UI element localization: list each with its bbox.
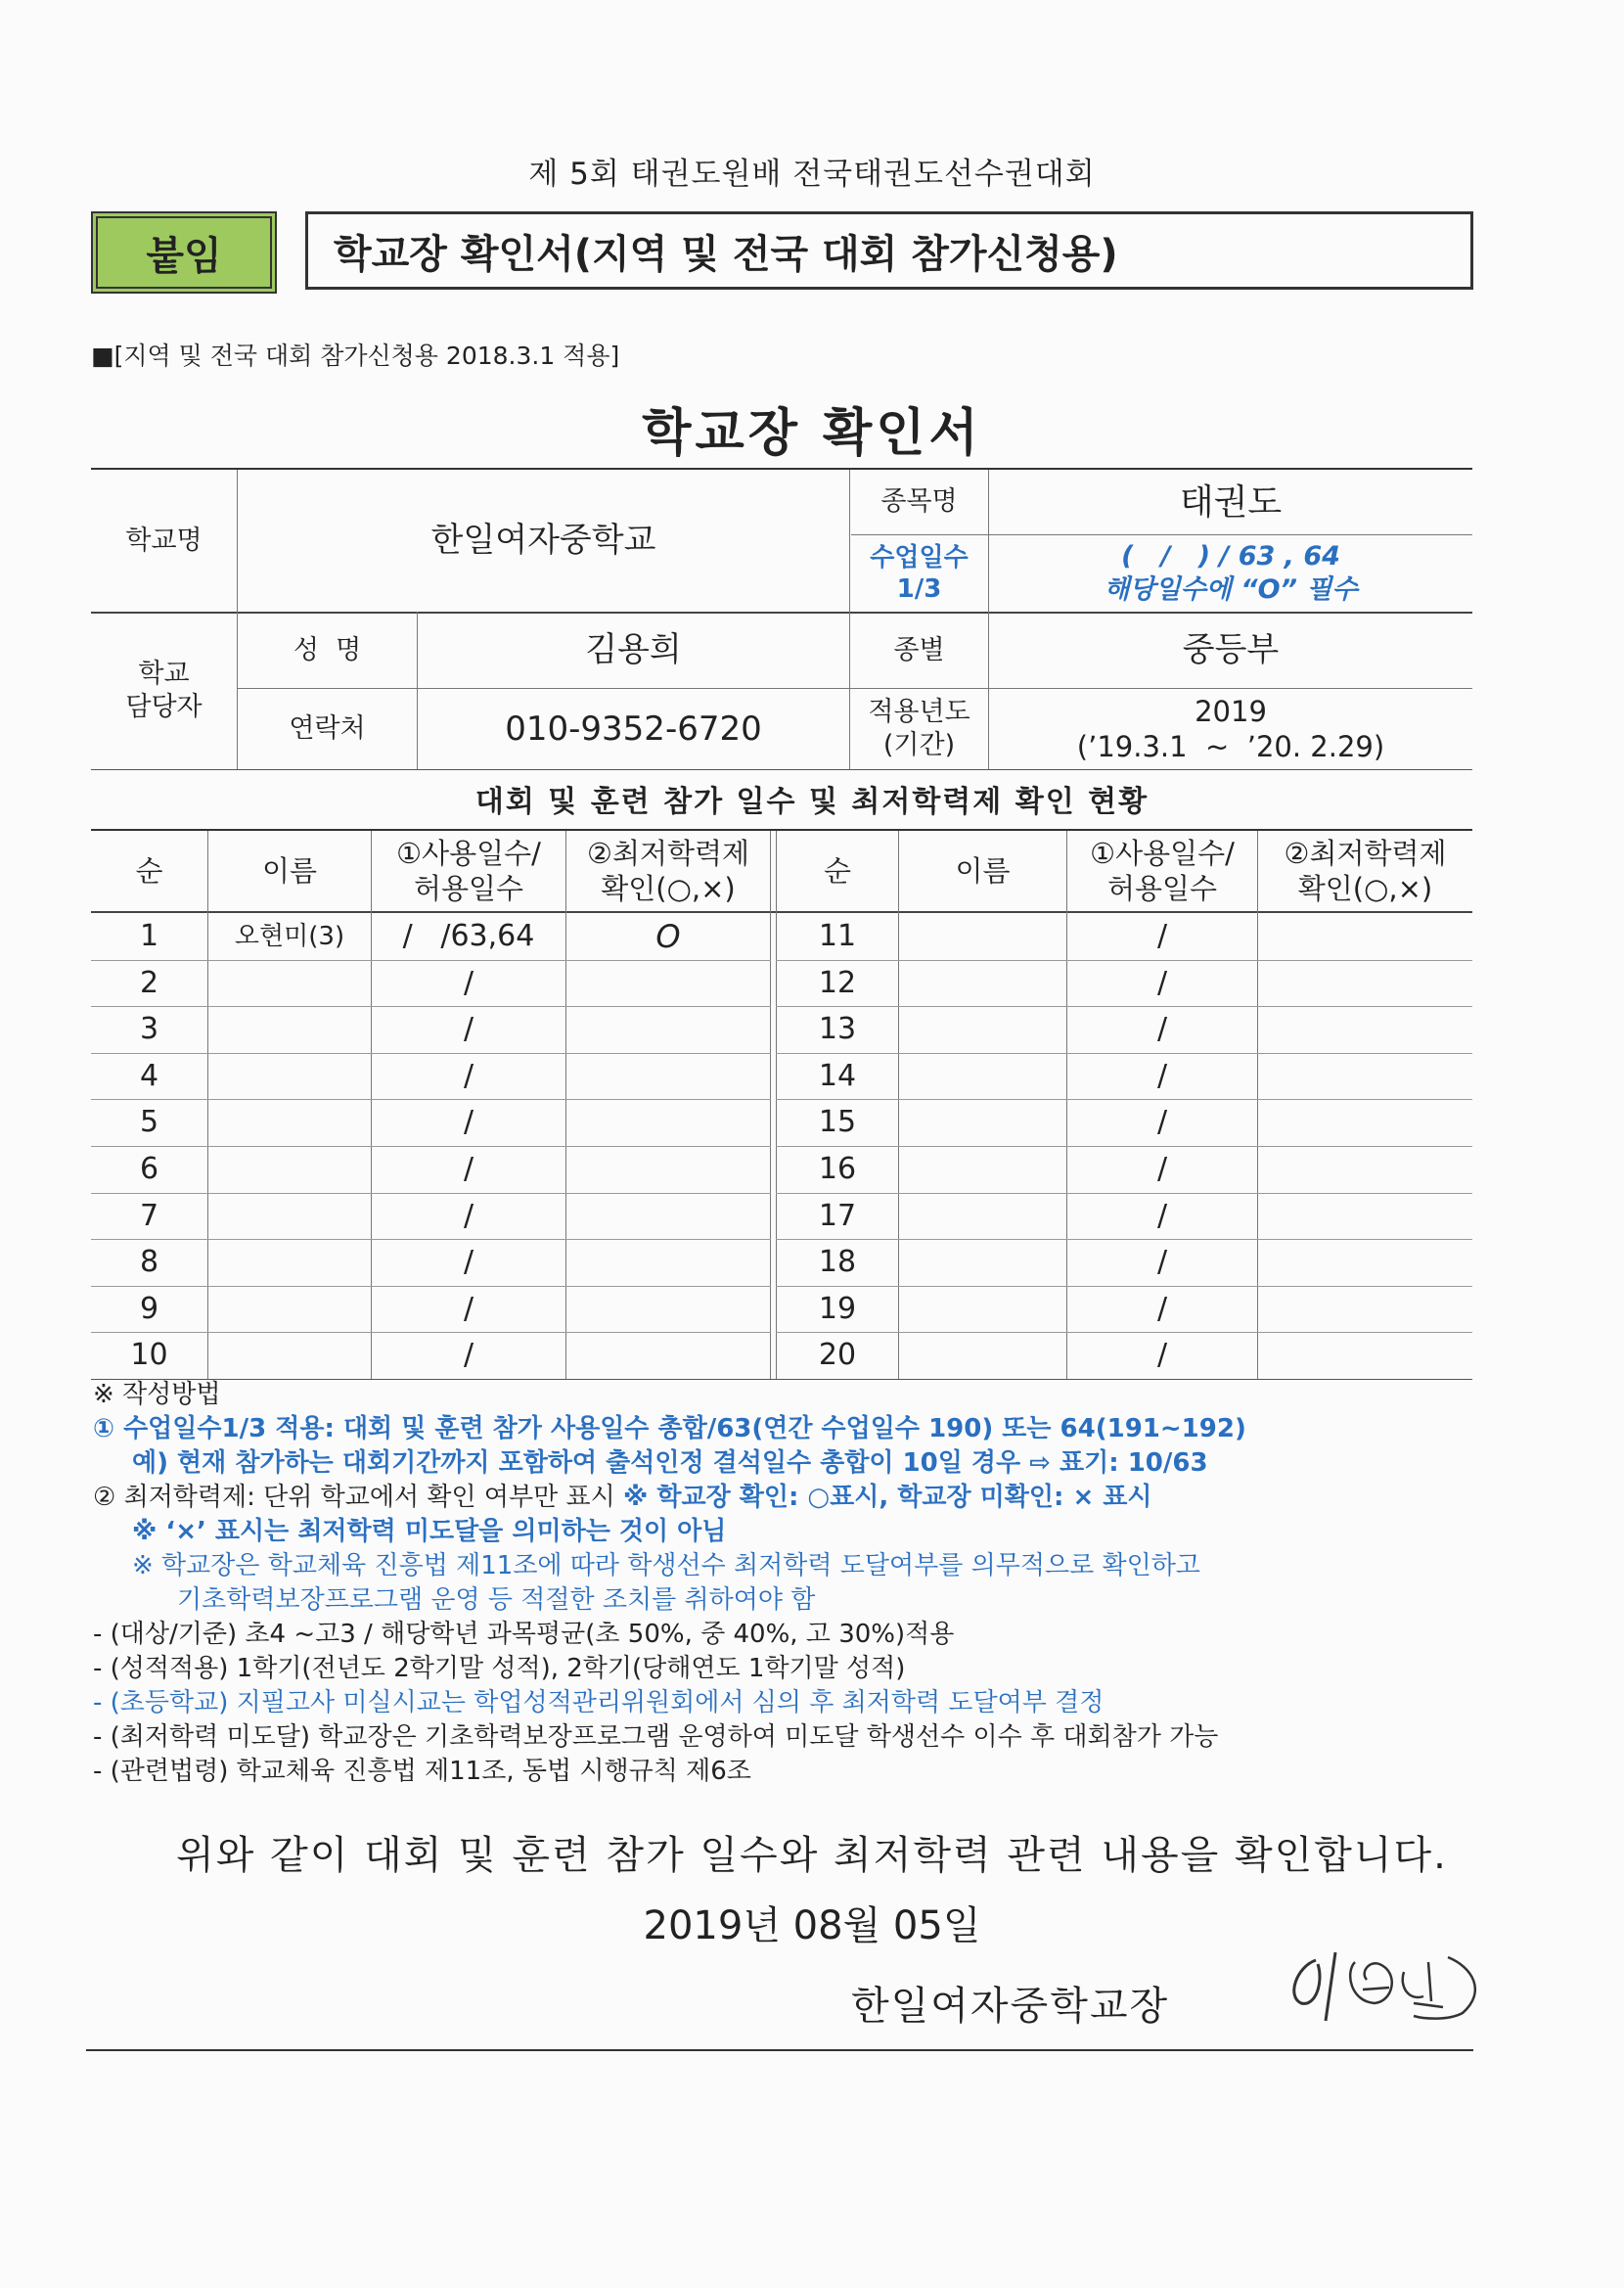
period-value-line1: 2019 xyxy=(1195,694,1267,728)
row-name-cell xyxy=(208,1099,371,1146)
class-days-label xyxy=(850,535,988,612)
row-check-cell xyxy=(566,1053,770,1100)
row-no-cell: 7 xyxy=(139,1198,159,1233)
row-no-cell: 6 xyxy=(139,1152,159,1187)
row-days-cell: / xyxy=(463,1198,474,1233)
row-name-cell xyxy=(899,1193,1066,1240)
row-name-cell xyxy=(899,1146,1066,1193)
row-name-cell xyxy=(208,1053,371,1100)
row-no-cell: 20 xyxy=(818,1338,857,1373)
row-days-cell: / xyxy=(1156,1291,1168,1326)
row-name-cell xyxy=(899,1239,1066,1286)
row-days-cell: / xyxy=(1156,1338,1168,1373)
row-check-cell xyxy=(566,1146,770,1193)
row-check-cell xyxy=(566,1332,770,1379)
col-days-right xyxy=(1067,831,1257,911)
row-check-cell xyxy=(566,1193,770,1240)
col-days-left xyxy=(372,831,565,911)
row-no-cell: 3 xyxy=(139,1012,159,1047)
row-days-cell: / xyxy=(1156,965,1168,1000)
contact-value: 010-9352-6720 xyxy=(505,709,762,749)
row-no-cell: 19 xyxy=(818,1291,857,1326)
row-check-cell xyxy=(1258,913,1472,960)
row-days-cell: / xyxy=(1156,1012,1168,1047)
note-not-reached: - (최저학력 미도달) 학교장은 기초학력보장프로그램 운영하여 미도달 학생선수 이수 후 대회참가 가능 xyxy=(93,1722,1219,1752)
principal-name: 한일여자중학교장 xyxy=(851,1984,1170,2029)
row-name-cell xyxy=(899,913,1066,960)
class-days-value xyxy=(989,535,1472,612)
competition-title: 제 5회 태권도원배 전국태권도선수권대회 xyxy=(528,157,1096,192)
col-academic-right-line1: ②최저학력제 xyxy=(1284,836,1447,870)
row-days-cell: / xyxy=(463,1338,474,1373)
row-name-cell xyxy=(899,960,1066,1007)
row-name-cell xyxy=(899,1332,1066,1379)
period-value-line2: (’19.3.1 ~ ’20. 2.29) xyxy=(1076,730,1385,763)
row-name-cell xyxy=(899,1099,1066,1146)
row-days-cell: / xyxy=(463,1291,474,1326)
row-check-cell xyxy=(566,1099,770,1146)
note-x-meaning: ※ ‘×’ 표시는 최저학력 미도달을 의미하는 것이 아님 xyxy=(132,1517,727,1546)
row-name-cell xyxy=(208,1332,371,1379)
period-label-line1: 적용년도 xyxy=(868,697,970,728)
row-no-cell: 5 xyxy=(139,1105,159,1140)
col-academic-right-line2: 확인(○,×) xyxy=(1297,872,1433,905)
writing-instructions xyxy=(93,1378,1482,1789)
col-days-right-line2: 허용일수 xyxy=(1106,872,1218,905)
col-name-left: 이름 xyxy=(261,853,318,888)
row-days-cell: / xyxy=(1156,919,1168,954)
class-days-label-line2: 1/3 xyxy=(896,574,942,604)
attachment-badge: 붙임 xyxy=(91,211,277,294)
row-days-cell: / xyxy=(1156,1152,1168,1187)
row-no-cell: 2 xyxy=(139,965,159,1000)
row-name-cell: 오현미(3) xyxy=(234,921,345,951)
row-check-cell xyxy=(1258,1146,1472,1193)
row-check-cell xyxy=(1258,1239,1472,1286)
row-days-cell: / xyxy=(463,1012,474,1047)
period-label-line2: (기간) xyxy=(882,730,956,760)
row-no-cell: 17 xyxy=(818,1198,857,1233)
row-check-cell xyxy=(566,1006,770,1053)
bottom-rule xyxy=(86,2049,1473,2051)
note-academic xyxy=(93,1481,1482,1515)
event-value: 태권도 xyxy=(1179,481,1283,523)
form-title: 학교장 확인서(지역 및 전국 대회 참가신청용) xyxy=(305,211,1473,290)
row-days-cell: / xyxy=(463,1105,474,1140)
row-days-cell: / xyxy=(463,1245,474,1280)
manager-label xyxy=(91,613,237,769)
col-no-left: 순 xyxy=(135,853,163,888)
row-days-cell: / xyxy=(1156,1058,1168,1093)
school-label: 학교명 xyxy=(125,525,203,556)
row-name-cell xyxy=(208,1006,371,1053)
row-no-cell: 15 xyxy=(818,1105,857,1140)
note-class-days: ① 수업일수1/3 적용: 대회 및 훈련 참가 사용일수 총합/63(연간 수업일수 190) 또는 64(191~192) xyxy=(93,1414,1246,1443)
row-no-cell: 8 xyxy=(139,1245,159,1280)
main-heading: 학교장 확인서 xyxy=(642,404,982,463)
row-check-cell xyxy=(1258,1286,1472,1333)
row-days-cell: / xyxy=(463,1152,474,1187)
note-elementary: - (초등학교) 지필고사 미실시교는 학업성적관리위원회에서 심의 후 최저학력 도달여부 결정 xyxy=(93,1688,1105,1717)
note-academic-text: ② 최저학력제: 단위 학교에서 확인 여부만 표시 xyxy=(93,1483,624,1512)
row-no-cell: 10 xyxy=(130,1338,168,1373)
principal-signature xyxy=(1277,1943,1502,2031)
col-no-right: 순 xyxy=(823,853,851,888)
row-no-cell: 12 xyxy=(818,965,857,1000)
row-check-cell xyxy=(1258,1099,1472,1146)
note-target: - (대상/기준) 초4 ~고3 / 해당학년 과목평균(초 50%, 중 40%, 고 30%)적용 xyxy=(93,1620,955,1649)
period-value xyxy=(989,689,1472,769)
manager-label-line1: 학교 xyxy=(138,659,190,690)
row-check-cell xyxy=(566,1286,770,1333)
school-value: 한일여자중학교 xyxy=(430,521,656,561)
row-name-cell xyxy=(208,960,371,1007)
class-days-value-line2: 해당일수에 “O” 필수 xyxy=(1104,574,1358,605)
col-name-right: 이름 xyxy=(955,853,1011,888)
col-academic-left-line1: ②최저학력제 xyxy=(586,836,750,870)
name-value: 김용희 xyxy=(585,630,682,670)
row-days-cell: / xyxy=(1156,1245,1168,1280)
division-value: 중등부 xyxy=(1182,630,1280,670)
row-no-cell: 18 xyxy=(818,1245,857,1280)
name-label: 성 명 xyxy=(293,634,362,665)
row-no-cell: 4 xyxy=(139,1058,159,1093)
row-no-cell: 14 xyxy=(818,1058,857,1093)
row-name-cell xyxy=(208,1239,371,1286)
notes-title: ※ 작성방법 xyxy=(93,1380,221,1409)
event-label: 종목명 xyxy=(880,486,958,518)
row-name-cell xyxy=(899,1006,1066,1053)
col-academic-right xyxy=(1258,831,1472,911)
row-check-cell: O xyxy=(655,917,681,955)
row-name-cell xyxy=(899,1053,1066,1100)
class-days-value-line1: ( / ) / 63 , 64 xyxy=(1121,541,1340,572)
row-days-cell: / xyxy=(463,965,474,1000)
row-no-cell: 1 xyxy=(139,919,159,954)
note-law: - (관련법령) 학교체육 진흥법 제11조, 동법 시행규칙 제6조 xyxy=(93,1757,751,1786)
confirmation-date: 2019년 08월 05일 xyxy=(643,1903,981,1948)
row-no-cell: 9 xyxy=(139,1291,159,1326)
contact-label: 연락처 xyxy=(289,713,366,745)
division-label: 종별 xyxy=(893,634,945,665)
row-name-cell xyxy=(899,1286,1066,1333)
col-days-left-line1: ①사용일수/ xyxy=(396,836,541,870)
note-class-days-example: 예) 현재 참가하는 대회기간까지 포함하여 출석인정 결석일수 총합이 10일 경우 ⇨ 표기: 10/63 xyxy=(132,1448,1208,1478)
col-days-right-line1: ①사용일수/ xyxy=(1090,836,1235,870)
row-check-cell xyxy=(1258,1053,1472,1100)
participation-heading: 대회 및 훈련 참가 일수 및 최저학력제 확인 현황 xyxy=(474,785,1150,819)
info-table xyxy=(91,468,1472,770)
col-days-left-line2: 허용일수 xyxy=(413,872,524,905)
row-days-cell: / /63,64 xyxy=(402,919,535,954)
participation-table xyxy=(91,829,1472,1380)
row-name-cell xyxy=(208,1286,371,1333)
row-check-cell xyxy=(566,960,770,1007)
row-check-cell xyxy=(1258,960,1472,1007)
note-academic-marking: ※ 학교장 확인: ○표시, 학교장 미확인: × 표시 xyxy=(623,1483,1152,1512)
note-grades: - (성적적용) 1학기(전년도 2학기말 성적), 2학기(당해연도 1학기말 성적) xyxy=(93,1654,906,1683)
row-name-cell xyxy=(208,1193,371,1240)
form-note: ■[지역 및 전국 대회 참가신청용 2018.3.1 적용] xyxy=(91,342,620,370)
confirmation-statement: 위와 같이 대회 및 훈련 참가 일수와 최저학력 관련 내용을 확인합니다. xyxy=(176,1833,1448,1878)
row-no-cell: 11 xyxy=(818,919,857,954)
row-no-cell: 13 xyxy=(818,1012,857,1047)
class-days-label-line1: 수업일수 xyxy=(870,542,969,572)
row-name-cell xyxy=(208,1146,371,1193)
row-days-cell: / xyxy=(463,1058,474,1093)
row-check-cell xyxy=(1258,1006,1472,1053)
col-academic-left xyxy=(566,831,770,911)
note-principal-duty-cont: 기초학력보장프로그램 운영 등 적절한 조치를 취하여야 함 xyxy=(177,1585,816,1615)
manager-label-line2: 담당자 xyxy=(125,692,203,722)
row-check-cell xyxy=(1258,1193,1472,1240)
row-check-cell xyxy=(1258,1332,1472,1379)
row-days-cell: / xyxy=(1156,1198,1168,1233)
row-no-cell: 16 xyxy=(818,1152,857,1187)
row-check-cell xyxy=(566,1239,770,1286)
row-days-cell: / xyxy=(1156,1105,1168,1140)
period-label xyxy=(850,689,988,769)
col-academic-left-line2: 확인(○,×) xyxy=(601,872,736,905)
note-principal-duty: ※ 학교장은 학교체육 진흥법 제11조에 따라 학생선수 최저학력 도달여부를 의무적으로 확인하고 xyxy=(132,1551,1200,1580)
